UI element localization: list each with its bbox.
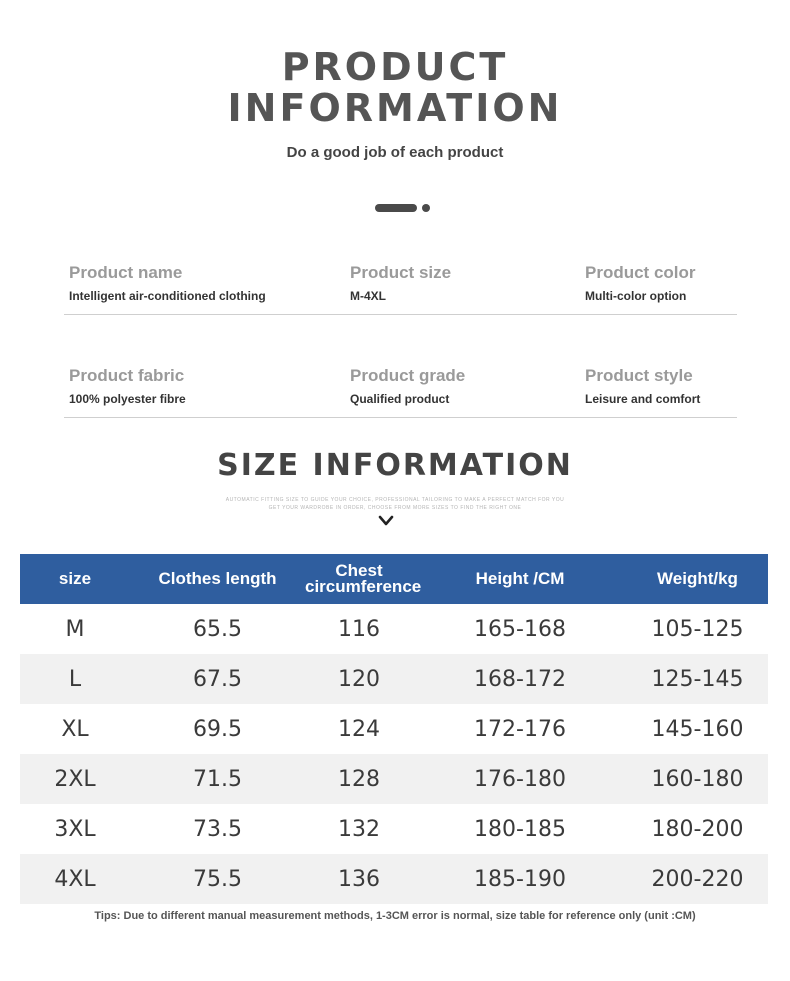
product-size-cell bbox=[350, 263, 451, 303]
size-table bbox=[20, 554, 768, 904]
cell-clothes-length: 73.5 bbox=[193, 816, 242, 842]
table-row bbox=[20, 754, 768, 804]
product-size-value: M-4XL bbox=[350, 289, 386, 303]
product-grade-label: Product grade bbox=[350, 366, 466, 385]
product-name-label: Product name bbox=[69, 263, 183, 282]
divider-line bbox=[64, 314, 737, 315]
cell-height: 180-185 bbox=[474, 816, 566, 842]
cell-chest: 136 bbox=[338, 866, 380, 892]
cell-height: 185-190 bbox=[474, 866, 566, 892]
product-style-value: Leisure and comfort bbox=[585, 392, 701, 406]
product-info-row-1 bbox=[64, 215, 737, 315]
cell-size: 3XL bbox=[54, 816, 96, 842]
cell-weight: 125-145 bbox=[651, 666, 744, 692]
product-name-value: Intelligent air-conditioned clothing bbox=[69, 289, 266, 303]
product-grade-value: Qualified product bbox=[350, 392, 450, 406]
size-tips-note: Tips: Due to different manual measurement methods, 1-3CM error is normal, size table for reference only (unit :CM) bbox=[94, 910, 696, 922]
table-row bbox=[20, 604, 768, 654]
table-row bbox=[20, 854, 768, 904]
cell-size: 4XL bbox=[54, 866, 96, 892]
header-height: Height /CM bbox=[475, 569, 565, 588]
product-color-label: Product color bbox=[585, 263, 696, 282]
cell-clothes-length: 67.5 bbox=[193, 666, 242, 692]
table-row bbox=[20, 654, 768, 704]
cell-chest: 124 bbox=[338, 716, 380, 742]
table-row bbox=[20, 704, 768, 754]
cell-clothes-length: 65.5 bbox=[193, 616, 242, 642]
header-weight: Weight/kg bbox=[657, 569, 738, 588]
header-clothes-length: Clothes length bbox=[158, 569, 277, 588]
cell-weight: 105-125 bbox=[651, 616, 744, 642]
cell-chest: 128 bbox=[338, 766, 380, 792]
size-section-title: SIZE INFORMATION bbox=[217, 448, 573, 483]
product-fabric-cell bbox=[69, 366, 186, 406]
cell-size: XL bbox=[61, 716, 89, 742]
divider-line bbox=[64, 417, 737, 418]
chevron-down-icon bbox=[377, 514, 395, 528]
product-fabric-value: 100% polyester fibre bbox=[69, 392, 186, 406]
page-title-line2: INFORMATION bbox=[227, 86, 563, 130]
size-table-header bbox=[20, 554, 768, 604]
header-chest-circumference: Chest circumference bbox=[305, 561, 422, 596]
fine-print-line-1: AUTOMATIC FITTING SIZE TO GUIDE YOUR CHOICE, PROFESSIONAL TAILORING TO MAKE A PERFECT MATCH FOR YOU bbox=[225, 497, 565, 503]
product-color-value: Multi-color option bbox=[585, 289, 687, 303]
page-title-line1: PRODUCT bbox=[281, 45, 509, 89]
cell-chest: 132 bbox=[338, 816, 380, 842]
product-grade-cell bbox=[350, 366, 465, 406]
cell-weight: 180-200 bbox=[651, 816, 744, 842]
product-style-label: Product style bbox=[585, 366, 693, 385]
product-name-cell bbox=[69, 263, 266, 303]
cell-size: M bbox=[65, 616, 85, 642]
cell-weight: 145-160 bbox=[651, 716, 744, 742]
cell-clothes-length: 75.5 bbox=[193, 866, 242, 892]
cell-height: 176-180 bbox=[474, 766, 566, 792]
page-subtitle: Do a good job of each product bbox=[286, 144, 504, 161]
cell-chest: 120 bbox=[338, 666, 380, 692]
cell-size: 2XL bbox=[54, 766, 96, 792]
cell-chest: 116 bbox=[338, 616, 380, 642]
product-color-cell bbox=[585, 263, 696, 303]
table-row bbox=[20, 804, 768, 854]
product-style-cell bbox=[585, 366, 700, 406]
product-info-row-2 bbox=[64, 318, 737, 418]
cell-size: L bbox=[68, 666, 82, 692]
cell-height: 172-176 bbox=[474, 716, 566, 742]
product-size-label: Product size bbox=[350, 263, 452, 282]
cell-weight: 200-220 bbox=[651, 866, 744, 892]
header-size: size bbox=[58, 569, 92, 588]
cell-clothes-length: 71.5 bbox=[193, 766, 242, 792]
product-fabric-label: Product fabric bbox=[69, 366, 185, 385]
fine-print-line-2: GET YOUR WARDROBE IN ORDER, CHOOSE FROM MORE SIZES TO FIND THE RIGHT ONE bbox=[268, 505, 522, 511]
size-fine-print bbox=[0, 496, 790, 512]
cell-weight: 160-180 bbox=[651, 766, 744, 792]
cell-height: 168-172 bbox=[474, 666, 566, 692]
cell-clothes-length: 69.5 bbox=[193, 716, 242, 742]
cell-height: 165-168 bbox=[474, 616, 566, 642]
